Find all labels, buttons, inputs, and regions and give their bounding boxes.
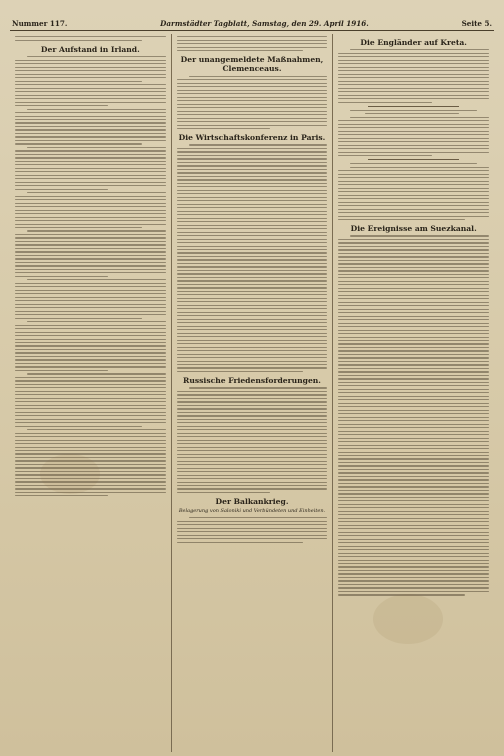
- article-heading: Die Wirtschaftskonferenz in Paris.: [178, 133, 326, 143]
- article-heading: Die Engländer auf Kreta.: [360, 38, 467, 47]
- article-subheading: Belagerung von Saloniki und Verbündeten und Einheiten.: [178, 508, 326, 515]
- article-body: [338, 235, 489, 595]
- article-body: [177, 387, 328, 493]
- column-right: [333, 34, 494, 752]
- article-heading: Die Ereignisse am Suezkanal.: [350, 224, 477, 234]
- article-heading: Der unangemeldete Maßnahmen, Clemenceaus.: [180, 55, 324, 74]
- page-label: Seite 5.: [461, 19, 492, 28]
- article-body: [338, 163, 489, 220]
- section-divider: [368, 106, 458, 107]
- article-body: [177, 144, 328, 372]
- article-heading: Der Balkankrieg.: [215, 497, 289, 507]
- issue-number: Nummer 117.: [12, 19, 68, 28]
- column-left: [10, 34, 172, 752]
- newspaper-date: Darmstädter Tagblatt, Samstag, den 29. April 1916.: [160, 19, 369, 28]
- article-body: [15, 56, 166, 496]
- article-intro-lines: [177, 36, 328, 51]
- section-divider: [368, 159, 458, 160]
- page-header: [10, 6, 494, 31]
- article-body: [338, 49, 489, 102]
- text-columns: [10, 34, 494, 752]
- article-heading: Russische Friedensforderungen.: [183, 376, 321, 386]
- article-intro-lines: [15, 36, 166, 41]
- article-body: [177, 76, 328, 129]
- paper-stain: [373, 594, 443, 644]
- paper-stain: [40, 454, 100, 494]
- article-body: [338, 110, 489, 156]
- column-middle: [172, 34, 334, 752]
- article-body: [177, 517, 328, 543]
- article-heading: Der Aufstand in Irland.: [40, 44, 140, 54]
